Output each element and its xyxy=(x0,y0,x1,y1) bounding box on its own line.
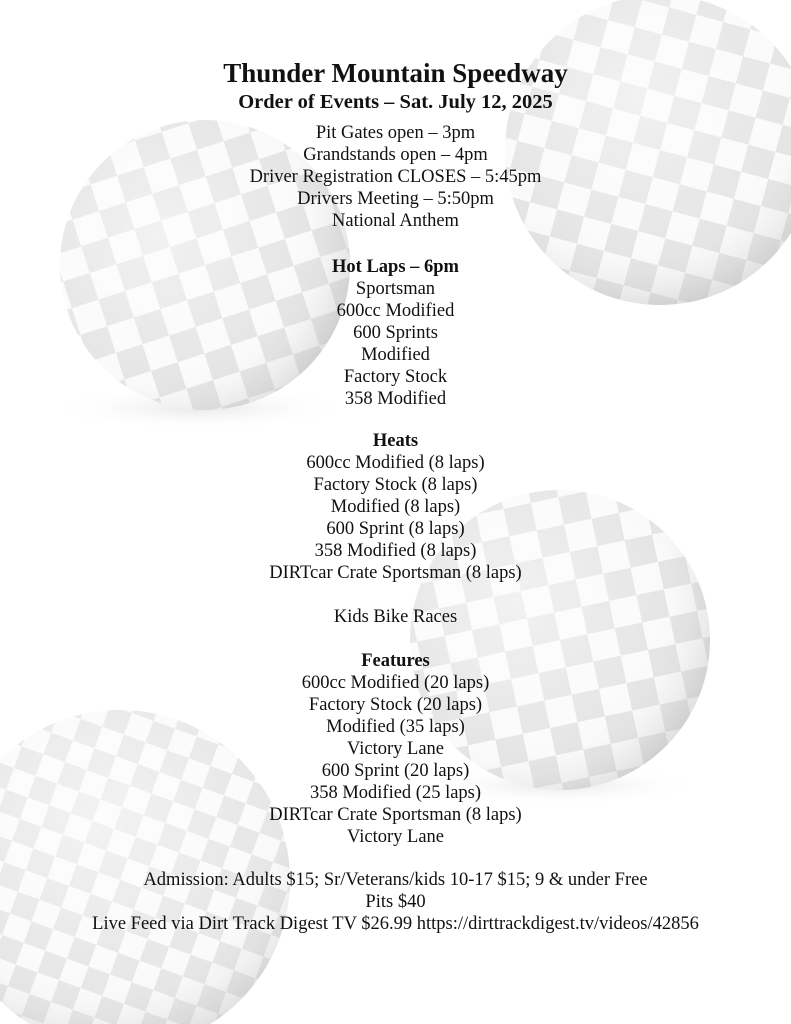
hot-laps-item: 358 Modified xyxy=(344,389,447,409)
heats-item: 600cc Modified (8 laps) xyxy=(306,453,485,473)
heats-item: 358 Modified (8 laps) xyxy=(314,541,477,561)
schedule-item: Pit Gates open – 3pm xyxy=(315,123,476,143)
features-item: 600cc Modified (20 laps) xyxy=(301,673,490,693)
features-item: 358 Modified (25 laps) xyxy=(309,783,482,803)
page-subtitle: Order of Events – Sat. July 12, 2025 xyxy=(238,91,553,113)
hot-laps-item: 600 Sprints xyxy=(353,323,438,343)
features-heading: Features xyxy=(361,651,430,671)
kids-bike-races: Kids Bike Races xyxy=(333,607,458,627)
heats-item: Factory Stock (8 laps) xyxy=(313,475,478,495)
features-item: Modified (35 laps) xyxy=(326,717,465,737)
heats-item: 600 Sprint (8 laps) xyxy=(326,519,465,539)
features-item: 600 Sprint (20 laps) xyxy=(321,761,470,781)
hot-laps-item: Sportsman xyxy=(355,279,436,299)
hot-laps-item: 600cc Modified xyxy=(336,301,455,321)
features-item: Victory Lane xyxy=(347,827,444,847)
page-title: Thunder Mountain Speedway xyxy=(223,58,568,88)
live-feed-info: Live Feed via Dirt Track Digest TV $26.99 https://dirttrackdigest.tv/videos/42856 xyxy=(92,914,699,934)
features-item: DIRTcar Crate Sportsman (8 laps) xyxy=(269,805,522,825)
hot-laps-item: Modified xyxy=(361,345,430,365)
heats-item: DIRTcar Crate Sportsman (8 laps) xyxy=(269,563,522,583)
admission-info: Admission: Adults $15; Sr/Veterans/kids 10-17 $15; 9 & under Free xyxy=(143,870,648,890)
heats-heading: Heats xyxy=(372,431,419,451)
schedule-item: Driver Registration CLOSES – 5:45pm xyxy=(249,167,542,187)
heats-item: Modified (8 laps) xyxy=(330,497,461,517)
pits-price: Pits $40 xyxy=(365,892,426,912)
schedule-item: Grandstands open – 4pm xyxy=(303,145,488,165)
schedule-item: National Anthem xyxy=(332,211,459,231)
hot-laps-item: Factory Stock xyxy=(343,367,448,387)
features-item: Factory Stock (20 laps) xyxy=(308,695,483,715)
hot-laps-heading: Hot Laps – 6pm xyxy=(332,257,459,277)
features-item: Victory Lane xyxy=(347,739,444,759)
schedule-item: Drivers Meeting – 5:50pm xyxy=(297,189,494,209)
